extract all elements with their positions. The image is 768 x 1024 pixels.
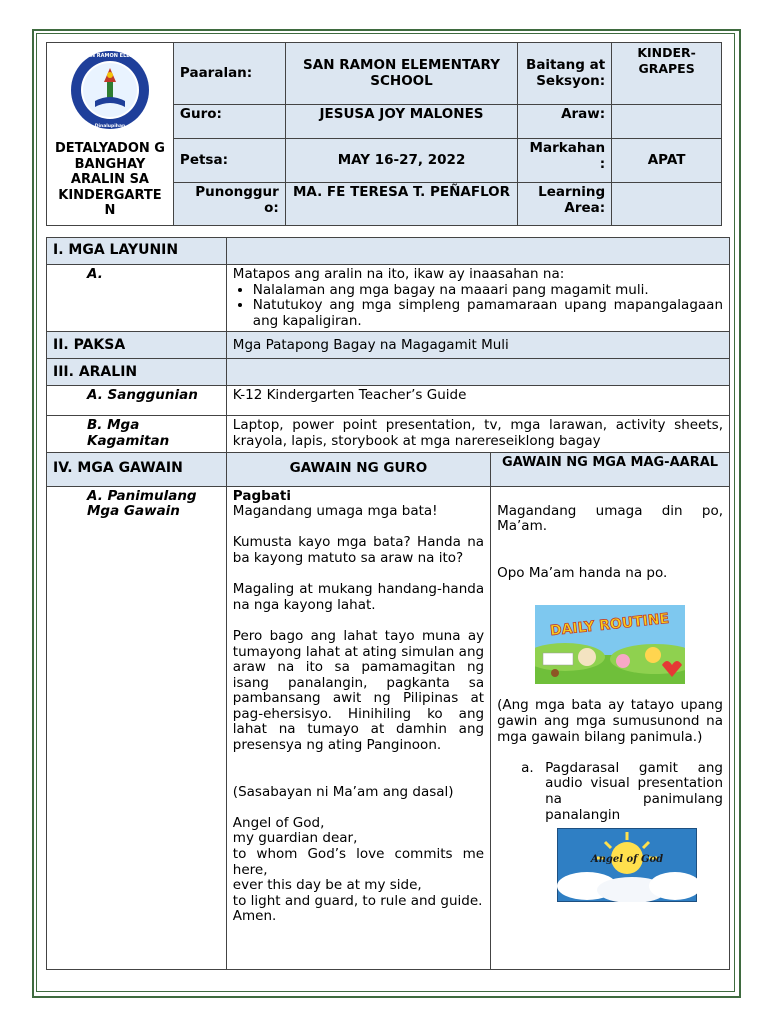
angel-of-god-image [557, 828, 697, 902]
objectives-list [233, 283, 723, 330]
topic-value: Mga Patapong Bagay na Magagamit Muli [226, 332, 729, 359]
prayer-line: to whom God’s love commits me here, [232, 846, 485, 878]
objectives-sub-a: A. [47, 265, 227, 332]
activities-heading: IV. MGA GAWAIN [47, 452, 227, 486]
greeting-heading: Pagbati [232, 487, 291, 504]
header-table [46, 42, 722, 226]
topic-heading: II. PAKSA [47, 332, 227, 359]
student-item-a-text: Pagdarasal gamit ang audio visual presentation na panimulang panalangin [545, 759, 723, 823]
daily-routine-image [535, 605, 685, 684]
principal-label: Punonggur o: [173, 183, 285, 226]
objectives-intro: Matapos ang aralin na ito, ikaw ay inaasahan na: [232, 266, 565, 282]
day-label: Araw: [518, 105, 612, 139]
objectives-heading-fill [226, 238, 729, 265]
student-item-a-marker: a. [521, 759, 534, 776]
prayer-line: Angel of God, [232, 814, 325, 831]
objective-item: • Nalalaman ang mga bagay na maaari pang magamit muli. [253, 283, 723, 299]
materials-value: Laptop, power point presentation, tv, mga larawan, activity sheets, krayola, lapis, storybook at mga narereseiklong bagay [226, 416, 729, 452]
student-line: Opo Ma’am handa na po. [497, 564, 668, 581]
grade-value: KINDER-GRAPES [612, 43, 722, 105]
student-column-header: GAWAIN NG MGA MAG-AARAL [491, 452, 730, 486]
teacher-line: Kumusta kayo mga bata? Handa na ba kayong matuto sa araw na ito? [232, 534, 485, 566]
area-label: Learning Area: [518, 183, 612, 226]
intro-activities-label: A. Panimulang Mga Gawain [47, 486, 227, 969]
lesson-plan-title: DETALYADON G BANGHAY ARALIN SA KINDERGARTE N [54, 141, 165, 219]
quarter-label: Markahan : [518, 139, 612, 183]
day-value [612, 105, 722, 139]
reference-value: K-12 Kindergarten Teacher’s Guide [226, 386, 729, 416]
teacher-column-header: GAWAIN NG GURO [226, 452, 490, 486]
svg-text:SAN RAMON ELEM.: SAN RAMON ELEM. [83, 53, 137, 60]
teacher-line: (Sasabayan ni Ma’am ang dasal) [232, 783, 454, 800]
materials-label: B. Mga Kagamitan [47, 416, 227, 452]
header-left-cell [47, 43, 174, 226]
prayer-line: my guardian dear, [232, 830, 358, 847]
teacher-value: JESUSA JOY MALONES [285, 105, 517, 139]
objectives-content [226, 265, 729, 332]
lesson-table [46, 237, 730, 970]
grade-label: Baitang at Seksyon: [518, 43, 612, 105]
svg-text:DAILY ROUTINE: DAILY ROUTINE [549, 611, 670, 640]
quarter-value: APAT [612, 139, 722, 183]
reference-label: A. Sanggunian [47, 386, 227, 416]
svg-text:Angel of God: Angel of God [590, 854, 664, 866]
area-value [612, 183, 722, 226]
student-activity-cell [491, 486, 730, 969]
svg-text:Dinalupihan: Dinalupihan [94, 124, 126, 130]
prayer-line: Amen. [232, 908, 277, 925]
lesson-heading-fill [226, 359, 729, 386]
prayer-line: to light and guard, to rule and guide. [232, 892, 483, 909]
school-label: Paaralan: [173, 43, 285, 105]
objective-item: • Natutukoy ang mga simpleng pamamaraan upang mapangalagaan ang kapaligiran. [253, 298, 723, 329]
principal-value: MA. FE TERESA T. PEÑAFLOR [285, 183, 517, 226]
teacher-line: Magaling at mukang handang-handa na nga kayong lahat. [232, 581, 485, 613]
student-item-a [497, 761, 723, 823]
school-logo [69, 49, 151, 131]
school-value: SAN RAMON ELEMENTARY SCHOOL [285, 43, 517, 105]
student-line: Magandang umaga din po, Ma’am. [497, 502, 723, 535]
teacher-activity-cell [226, 486, 490, 969]
date-value: MAY 16-27, 2022 [285, 139, 517, 183]
prayer-line: ever this day be at my side, [232, 877, 422, 894]
student-line: (Ang mga bata ay tatayo upang gawin ang mga sumusunond na mga gawain bilang panimula.) [497, 697, 723, 745]
lesson-heading: III. ARALIN [47, 359, 227, 386]
teacher-line: Pero bago ang lahat tayo muna ay tumayong lahat at ating simulan ang araw na ito sa pamamagitan ng isang panalangin, pagkanta sa pambansang awit ng Pilipinas at pag-ehersisyo. Hinihiling ko ang lahat na tumayo at damhin ang presensya ng ating Panginoon. [232, 627, 485, 754]
teacher-label: Guro: [173, 105, 285, 139]
date-label: Petsa: [173, 139, 285, 183]
teacher-line: Magandang umaga mga bata! [232, 503, 438, 520]
objectives-heading: I. MGA LAYUNIN [47, 238, 227, 265]
